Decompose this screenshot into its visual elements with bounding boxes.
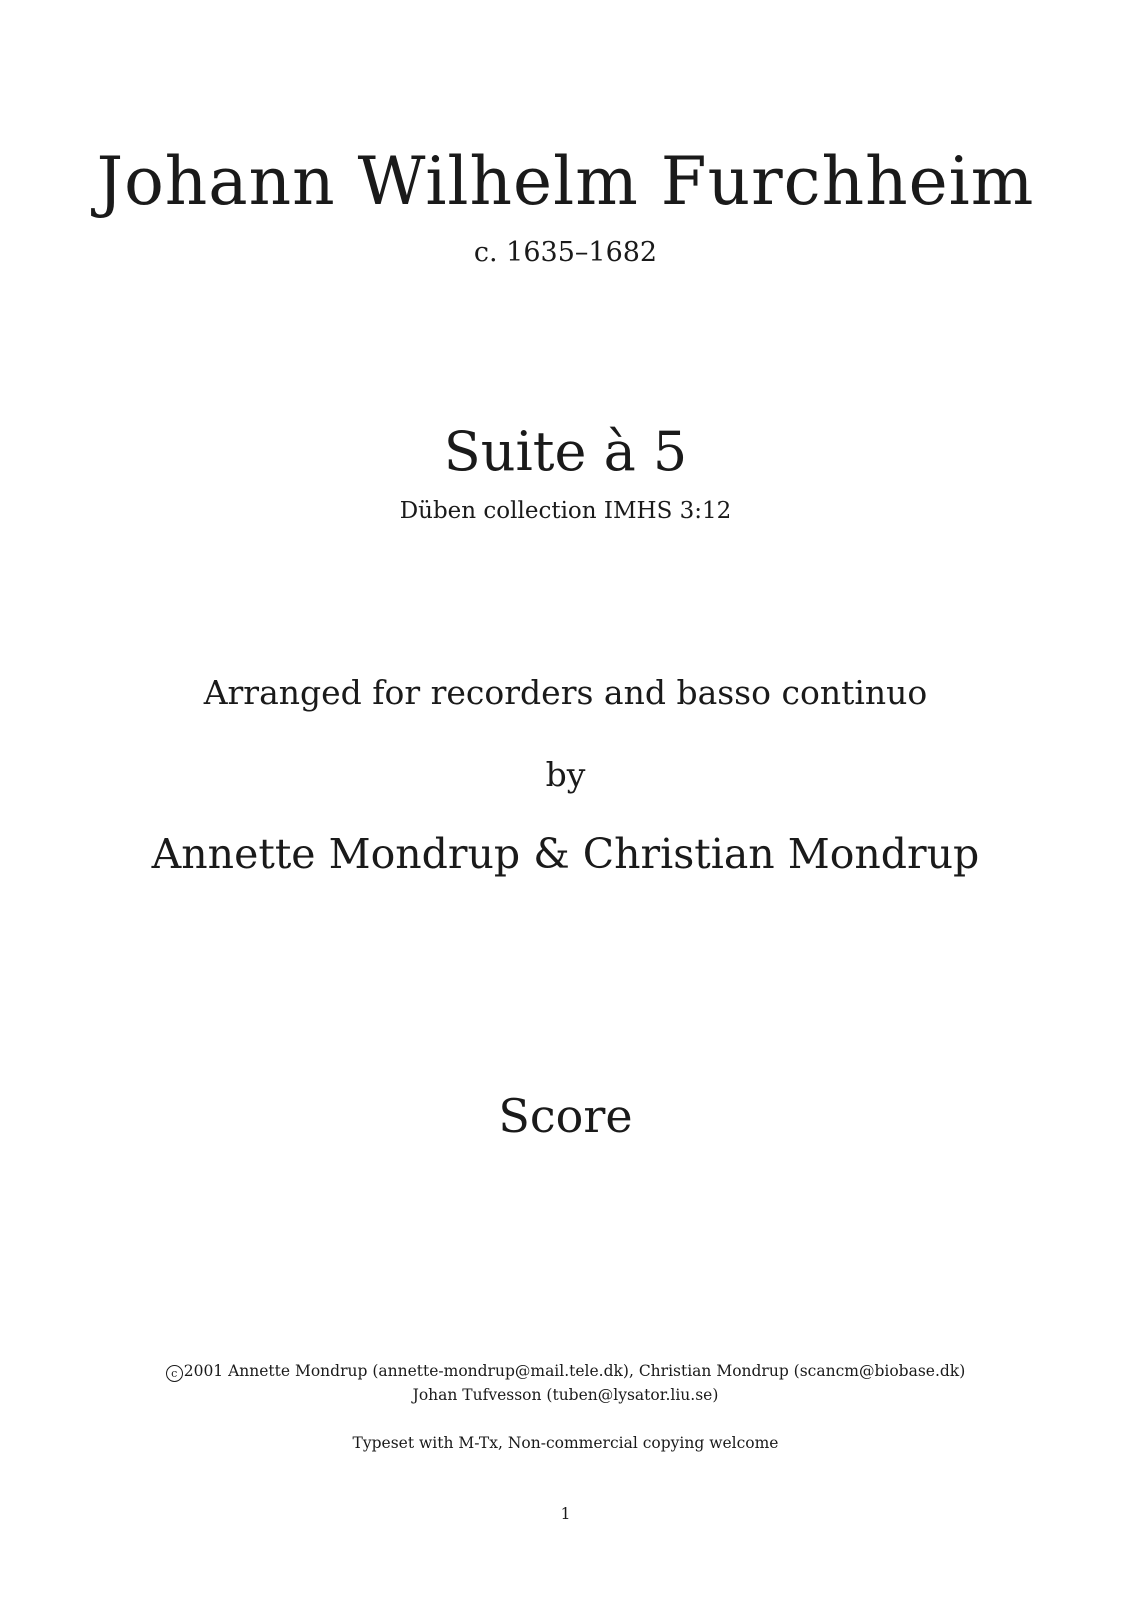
composer-name: Johann Wilhelm Furchheim — [96, 143, 1035, 220]
by-label: by — [545, 755, 586, 794]
work-title: Suite à 5 — [443, 420, 688, 483]
page-number: 1 — [560, 1505, 571, 1523]
composer-dates: c. 1635–1682 — [473, 237, 658, 268]
copyright-icon: c — [166, 1365, 183, 1382]
copyright-line-2: Johan Tufvesson (tuben@lysator.liu.se) — [412, 1386, 719, 1404]
arrangement-description: Arranged for recorders and basso continuo — [203, 673, 928, 712]
copyright-line — [0, 1362, 1131, 1382]
arrangers-names: Annette Mondrup & Christian Mondrup — [151, 830, 980, 878]
typeset-note: Typeset with M-Tx, Non-commercial copying welcome — [352, 1434, 779, 1452]
edition-label: Score — [498, 1089, 633, 1143]
collection-reference: Düben collection IMHS 3:12 — [399, 498, 732, 524]
copyright-text: 2001 Annette Mondrup (annette-mondrup@mail.tele.dk), Christian Mondrup (scancm@biobase.dk) — [183, 1362, 966, 1380]
